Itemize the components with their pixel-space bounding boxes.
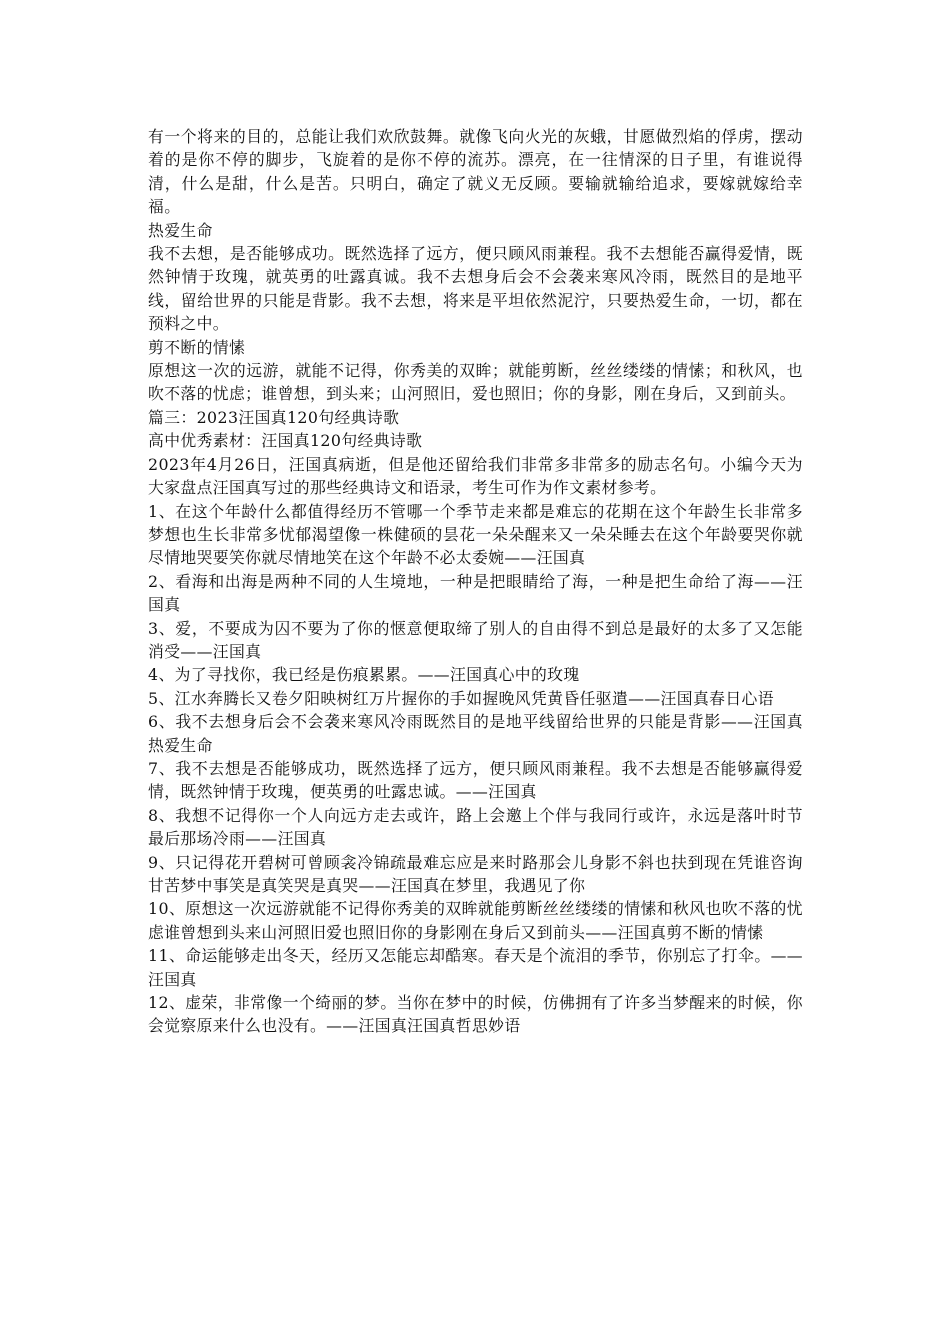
section-heading: 剪不断的情愫: [148, 337, 246, 357]
section-heading: 热爱生命: [148, 220, 213, 240]
quote-item: 10、原想这一次远游就能不记得你秀美的双眸就能剪断丝丝缕缕的情愫和秋风也吹不落的忧虑谁曾想到头来山河照旧爱也照旧你的身影刚在身后又到前头——汪国真剪不断的情愫: [148, 899, 803, 942]
intro-paragraph: 2023年4月26日，汪国真病逝，但是他还留给我们非常多非常多的励志名句。小编今天为大家盘点汪国真写过的那些经典诗文和语录，考生可作为作文素材参考。: [148, 454, 803, 498]
paragraph: 原想这一次的远游，就能不记得，你秀美的双眸；就能剪断，丝丝缕缕的情愫；和秋风，也吹不落的忧虑；谁曾想，到头来；山河照旧，爱也照旧；你的身影，刚在身后，又到前头。: [148, 361, 803, 404]
chapter-title: 篇三：2023汪国真120句经典诗歌: [148, 407, 400, 427]
document-body: [148, 125, 803, 1038]
quote-item: 7、我不去想是否能够成功，既然选择了远方，便只顾风雨兼程。我不去想是否能够赢得爱情，既然钟情于玫瑰，便英勇的吐露忠诚。——汪国真: [148, 758, 803, 802]
paragraph: 有一个将来的目的，总能让我们欢欣鼓舞。就像飞向火光的灰蛾，甘愿做烈焰的俘虏，摆动着的是你不停的脚步，飞旋着的是你不停的流苏。漂亮，在一往情深的日子里，有谁说得清，什么是甜，什么是苦。只明白，确定了就义无反顾。要输就输给追求，要嫁就嫁给幸福。: [148, 127, 803, 217]
quote-item: 11、命运能够走出冬天，经历又怎能忘却酷寒。春天是个流泪的季节，你别忘了打伞。——汪国真: [148, 946, 803, 989]
article-title: 高中优秀素材：汪国真120句经典诗歌: [148, 431, 423, 451]
quote-item: 8、我想不记得你一个人向远方走去或许，路上会邀上个伴与我同行或许，永远是落叶时节最后那场冷雨——汪国真: [148, 805, 803, 849]
paragraph: 我不去想，是否能够成功。既然选择了远方，便只顾风雨兼程。我不去想能否赢得爱情，既然钟情于玫瑰，就英勇的吐露真诚。我不去想身后会不会袭来寒风冷雨，既然目的是地平线，留给世界的只能是背影。我不去想，将来是平坦依然泥泞，只要热爱生命，一切，都在预料之中。: [148, 244, 803, 334]
quote-item: 1、在这个年龄什么都值得经历不管哪一个季节走来都是难忘的花期在这个年龄生长非常多梦想也生长非常多忧郁渴望像一株健硕的昙花一朵朵醒来又一朵朵睡去在这个年龄要哭你就尽情地哭要笑你就尽情地笑在这个年龄不必太委婉——汪国真: [148, 501, 803, 568]
quote-item: 4、为了寻找你，我已经是伤痕累累。——汪国真心中的玫瑰: [148, 665, 580, 685]
quote-item: 9、只记得花开碧树可曾顾衾冷锦疏最难忘应是来时路那会儿身影不斜也扶到现在凭谁咨询甘苦梦中事笑是真笑哭是真哭——汪国真在梦里，我遇见了你: [148, 852, 803, 895]
quote-item: 3、爱，不要成为囚不要为了你的惬意便取缔了别人的自由得不到总是最好的太多了又怎能消受——汪国真: [148, 618, 803, 661]
quote-item: 2、看海和出海是两种不同的人生境地，一种是把眼睛给了海，一种是把生命给了海——汪国真: [148, 571, 803, 615]
quote-item: 5、江水奔腾长又卷夕阳映树红万片握你的手如握晚风凭黄昏任驱遣——汪国真春日心语: [148, 688, 774, 708]
quote-item: 6、我不去想身后会不会袭来寒风冷雨既然目的是地平线留给世界的只能是背影——汪国真热爱生命: [148, 712, 803, 755]
quote-item: 12、虚荣，非常像一个绮丽的梦。当你在梦中的时候，仿佛拥有了许多当梦醒来的时候，你会觉察原来什么也没有。——汪国真汪国真哲思妙语: [148, 993, 803, 1036]
